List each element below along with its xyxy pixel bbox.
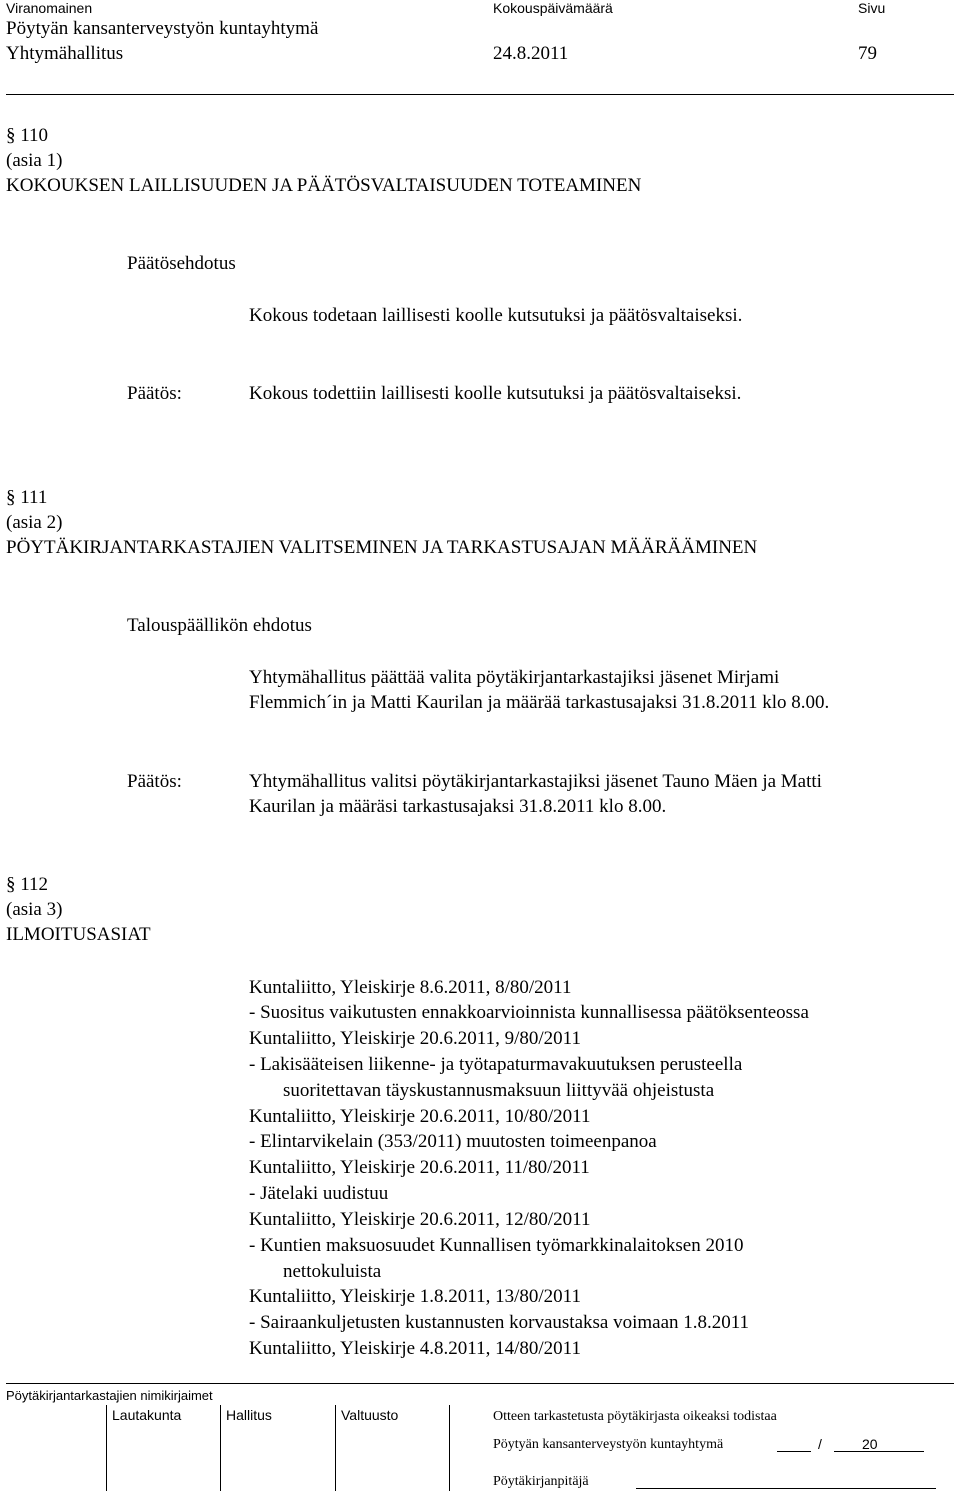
footer-col-lautakunta: Lautakunta	[112, 1407, 182, 1423]
certify-blank	[834, 1451, 924, 1452]
header-page-label: Sivu	[858, 0, 886, 16]
proposal-label: Talouspäällikön ehdotus	[127, 615, 312, 636]
notice-line: Kuntaliitto, Yleiskirje 4.8.2011, 14/80/2011	[249, 1338, 581, 1359]
header-page-number: 79	[858, 43, 877, 64]
signatures-label: Pöytäkirjantarkastajien nimikirjaimet	[6, 1388, 213, 1403]
notice-line: - Lakisääteisen liikenne- ja työtapaturmavakuutuksen perusteella	[249, 1054, 743, 1075]
section-title: KOKOUKSEN LAILLISUUDEN JA PÄÄTÖSVALTAISUUDEN TOTEAMINEN	[6, 175, 642, 196]
decision-label: Päätös:	[127, 383, 182, 404]
notice-line: Kuntaliitto, Yleiskirje 8.6.2011, 8/80/2011	[249, 977, 572, 998]
header-date: 24.8.2011	[493, 43, 569, 64]
decision-text: Kokous todettiin laillisesti koolle kutsutuksi ja päätösvaltaiseksi.	[249, 383, 742, 404]
notice-line: - Sairaankuljetusten kustannusten korvaustaksa voimaan 1.8.2011	[249, 1312, 750, 1333]
proposal-text-line: Yhtymähallitus päättää valita pöytäkirjantarkastajiksi jäsenet Mirjami	[249, 667, 780, 688]
decision-text-line: Kaurilan ja määräsi tarkastusajaksi 31.8.2011 klo 8.00.	[249, 796, 667, 817]
section-number: § 112	[6, 874, 49, 895]
section-asia: (asia 1)	[6, 150, 63, 171]
decision-label: Päätös:	[127, 771, 182, 792]
keeper-signature-line	[636, 1488, 936, 1489]
decision-text-line: Yhtymähallitus valitsi pöytäkirjantarkastajiksi jäsenet Tauno Mäen ja Matti	[249, 771, 822, 792]
notice-line: - Jätelaki uudistuu	[249, 1183, 389, 1204]
section-title: ILMOITUSASIAT	[6, 924, 151, 945]
notice-line: Kuntaliitto, Yleiskirje 20.6.2011, 10/80/2011	[249, 1106, 591, 1127]
footer-divider	[6, 1383, 954, 1384]
header-divider	[6, 94, 954, 95]
header-authority-label: Viranomainen	[6, 0, 93, 16]
section-title: PÖYTÄKIRJANTARKASTAJIEN VALITSEMINEN JA TARKASTUSAJAN MÄÄRÄÄMINEN	[6, 537, 758, 558]
proposal-text: Kokous todetaan laillisesti koolle kutsutuksi ja päätösvaltaiseksi.	[249, 305, 743, 326]
footer-separator	[220, 1405, 221, 1491]
notice-line: Kuntaliitto, Yleiskirje 1.8.2011, 13/80/2011	[249, 1286, 581, 1307]
notice-line: - Suositus vaikutusten ennakkoarvioinnista kunnallisessa päätöksenteossa	[249, 1002, 809, 1023]
certify-blank	[777, 1451, 811, 1452]
notice-line: suoritettavan täyskustannusmaksuun liittyvää ohjeistusta	[283, 1080, 715, 1101]
proposal-label: Päätösehdotus	[127, 253, 236, 274]
footer-col-hallitus: Hallitus	[226, 1407, 272, 1423]
notice-line: - Elintarvikelain (353/2011) muutosten toimeenpanoa	[249, 1131, 657, 1152]
certify-organization: Pöytyän kansanterveystyön kuntayhtymä	[493, 1437, 724, 1452]
certify-text: Otteen tarkastetusta pöytäkirjasta oikeaksi todistaa	[493, 1409, 777, 1424]
section-asia: (asia 3)	[6, 899, 63, 920]
header-date-label: Kokouspäivämäärä	[493, 0, 613, 16]
certify-number: 20	[862, 1436, 878, 1452]
footer-separator	[449, 1405, 450, 1491]
section-number: § 111	[6, 487, 48, 508]
notice-line: Kuntaliitto, Yleiskirje 20.6.2011, 12/80/2011	[249, 1209, 591, 1230]
notice-line: - Kuntien maksuosuudet Kunnallisen työmarkkinalaitoksen 2010	[249, 1235, 744, 1256]
header-body: Yhtymähallitus	[6, 43, 124, 64]
certify-slash: /	[818, 1436, 822, 1452]
section-asia: (asia 2)	[6, 512, 63, 533]
section-number: § 110	[6, 125, 49, 146]
footer-col-valtuusto: Valtuusto	[341, 1407, 399, 1423]
keeper-label: Pöytäkirjanpitäjä	[493, 1474, 589, 1489]
notice-line: Kuntaliitto, Yleiskirje 20.6.2011, 9/80/2011	[249, 1028, 581, 1049]
header-organization: Pöytyän kansanterveystyön kuntayhtymä	[6, 18, 319, 39]
footer-separator	[106, 1405, 107, 1491]
notice-line: nettokuluista	[283, 1261, 382, 1282]
proposal-text-line: Flemmich´in ja Matti Kaurilan ja määrää tarkastusajaksi 31.8.2011 klo 8.00.	[249, 692, 830, 713]
notice-line: Kuntaliitto, Yleiskirje 20.6.2011, 11/80/2011	[249, 1157, 590, 1178]
footer-separator	[335, 1405, 336, 1491]
